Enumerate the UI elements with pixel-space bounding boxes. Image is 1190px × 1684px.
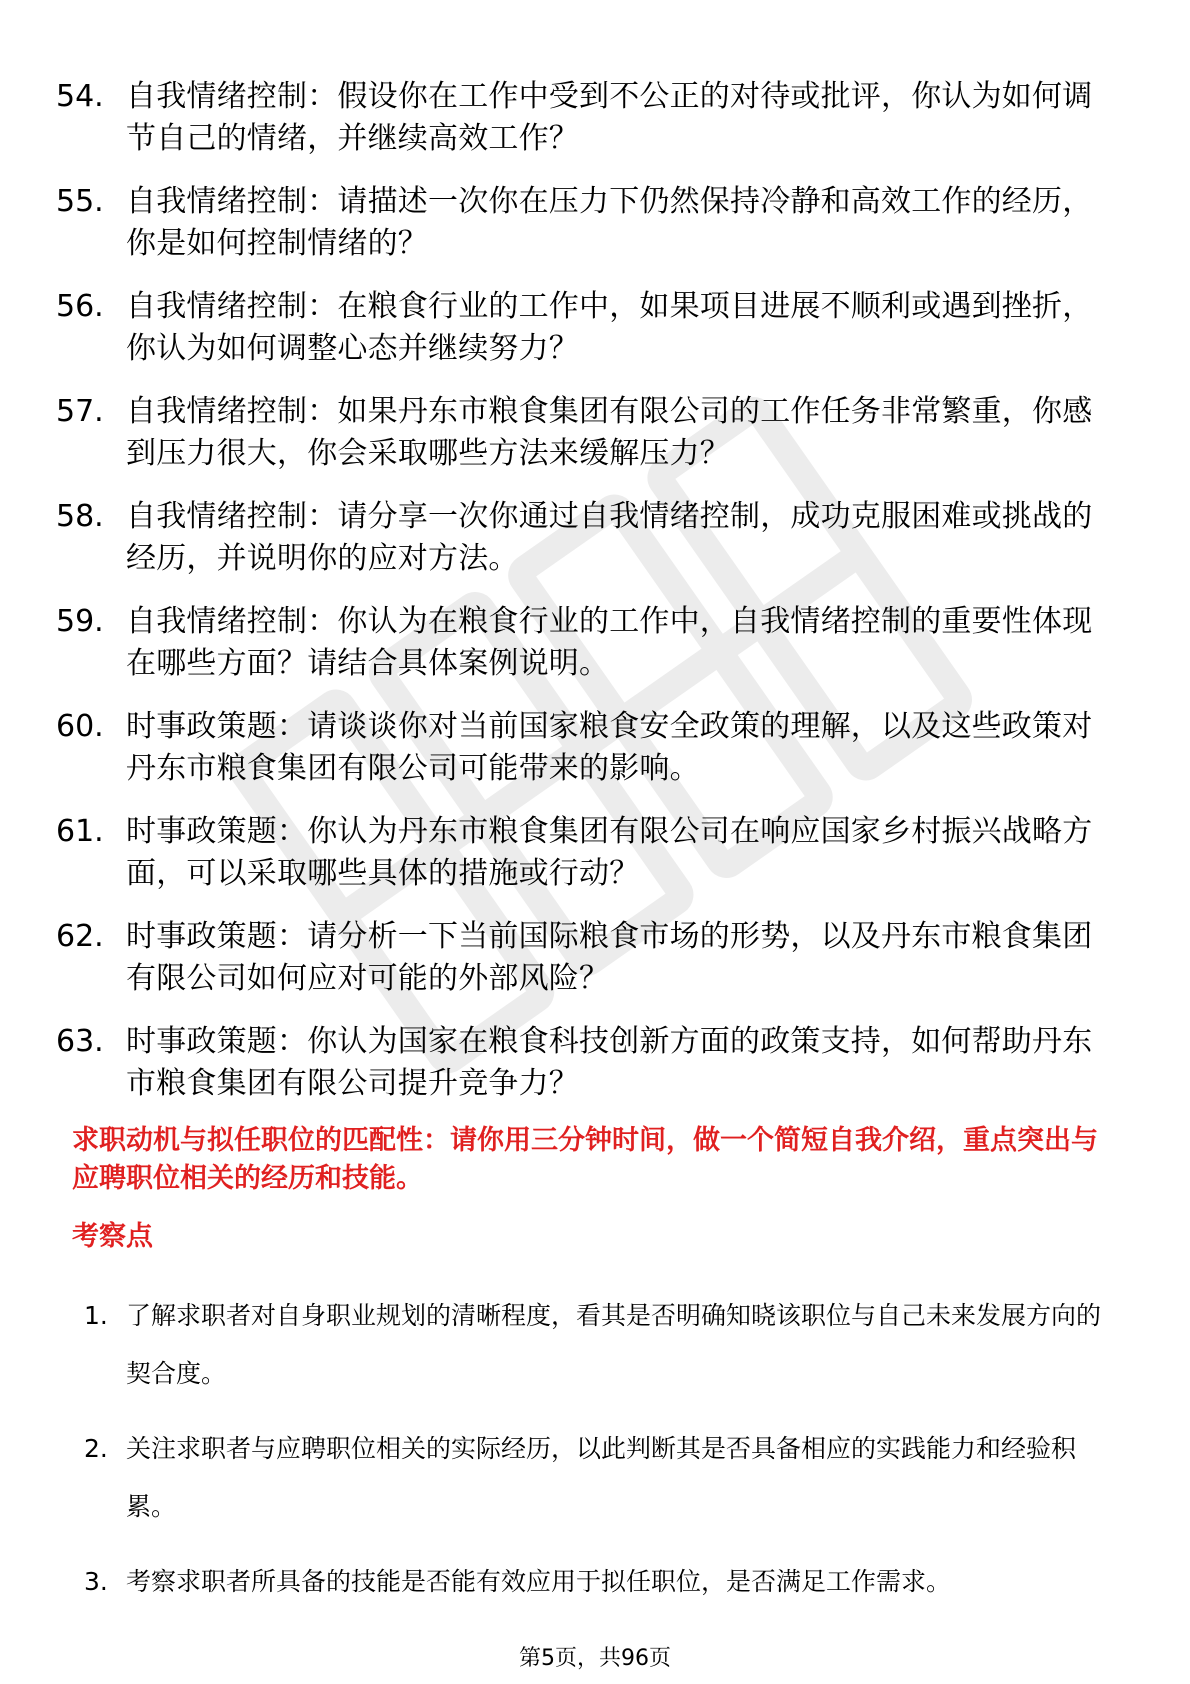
question-text: 自我情绪控制：请描述一次你在压力下仍然保持冷静和高效工作的经历，你是如何控制情绪的？: [126, 184, 1093, 261]
question-item: [56, 601, 1120, 685]
question-text: 自我情绪控制：请分享一次你通过自我情绪控制，成功克服困难或挑战的经历，并说明你的应对方法。: [126, 499, 1093, 576]
question-text: 自我情绪控制：你认为在粮食行业的工作中，自我情绪控制的重要性体现在哪些方面？请结合具体案例说明。: [126, 604, 1093, 681]
question-number: 60.: [56, 709, 104, 744]
question-number: 59.: [56, 604, 104, 639]
assessment-points-heading: 考察点: [72, 1221, 153, 1252]
question-item: [56, 916, 1120, 1000]
question-text: 时事政策题：你认为丹东市粮食集团有限公司在响应国家乡村振兴战略方面，可以采取哪些具体的措施或行动？: [126, 814, 1093, 891]
question-number: 62.: [56, 919, 104, 954]
question-item: [56, 496, 1120, 580]
question-number: 55.: [56, 184, 104, 219]
question-list: [56, 76, 1120, 1126]
question-number: 57.: [56, 394, 104, 429]
point-number: 2.: [84, 1434, 108, 1463]
question-item: [56, 811, 1120, 895]
question-text: 时事政策题：请分析一下当前国际粮食市场的形势，以及丹东市粮食集团有限公司如何应对可能的外部风险？: [126, 919, 1093, 996]
point-number: 3.: [84, 1567, 108, 1596]
point-text: 关注求职者与应聘职位相关的实际经历，以此判断其是否具备相应的实践能力和经验积累。: [126, 1434, 1077, 1521]
question-text: 时事政策题：请谈谈你对当前国家粮食安全政策的理解，以及这些政策对丹东市粮食集团有限公司可能带来的影响。: [126, 709, 1093, 786]
question-item: [56, 1021, 1120, 1105]
assessment-point: [84, 1553, 1120, 1611]
motivation-question: 求职动机与拟任职位的匹配性：请你用三分钟时间，做一个简短自我介绍，重点突出与应聘职位相关的经历和技能。: [72, 1125, 1098, 1194]
question-text: 自我情绪控制：在粮食行业的工作中，如果项目进展不顺利或遇到挫折，你认为如何调整心态并继续努力？: [126, 289, 1093, 366]
point-text: 考察求职者所具备的技能是否能有效应用于拟任职位，是否满足工作需求。: [126, 1567, 952, 1596]
question-text: 自我情绪控制：假设你在工作中受到不公正的对待或批评，你认为如何调节自己的情绪，并继续高效工作？: [126, 79, 1093, 156]
assessment-point: [84, 1287, 1120, 1403]
question-number: 63.: [56, 1024, 104, 1059]
question-item: [56, 76, 1120, 160]
question-item: [56, 706, 1120, 790]
question-item: [56, 286, 1120, 370]
page-footer: 第5页，共96页: [519, 1646, 671, 1671]
question-item: [56, 391, 1120, 475]
question-item: [56, 181, 1120, 265]
point-text: 了解求职者对自身职业规划的清晰程度，看其是否明确知晓该职位与自己未来发展方向的契合度。: [126, 1301, 1102, 1388]
question-number: 61.: [56, 814, 104, 849]
assessment-point: [84, 1420, 1120, 1536]
question-text: 自我情绪控制：如果丹东市粮食集团有限公司的工作任务非常繁重，你感到压力很大，你会采取哪些方法来缓解压力？: [126, 394, 1093, 471]
question-number: 58.: [56, 499, 104, 534]
point-number: 1.: [84, 1301, 108, 1330]
question-number: 56.: [56, 289, 104, 324]
assessment-points-list: [84, 1287, 1120, 1628]
question-number: 54.: [56, 79, 104, 114]
question-text: 时事政策题：你认为国家在粮食科技创新方面的政策支持，如何帮助丹东市粮食集团有限公司提升竞争力？: [126, 1024, 1093, 1101]
